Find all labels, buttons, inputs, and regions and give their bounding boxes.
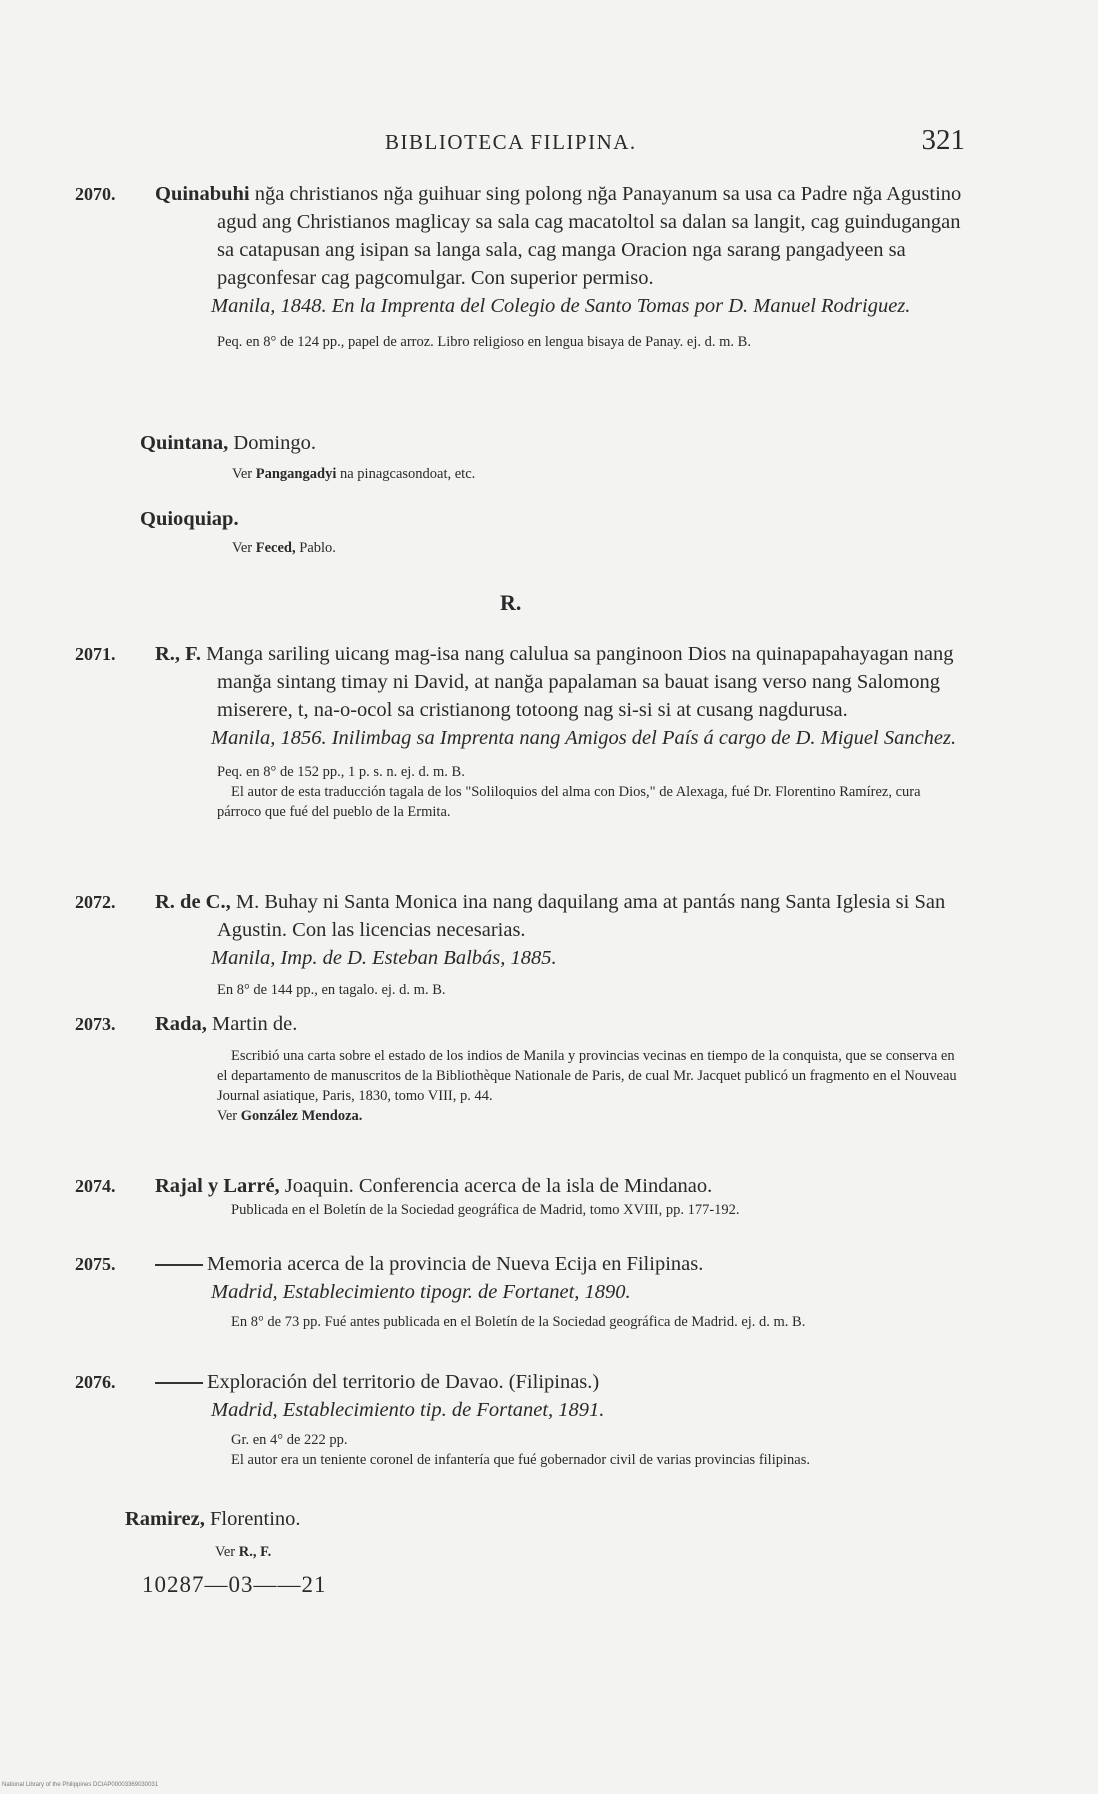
see-target: González Mendoza.	[240, 1108, 363, 1124]
see-label: Ver	[232, 540, 253, 556]
see-label: Ver	[217, 1108, 238, 1124]
entry-imprint: Manila, 1856. Inilimbag sa Imprenta nang Amigos del País á cargo de D. Miguel Sanchez.	[211, 727, 957, 749]
entry-title-text: Joaquin. Conferencia acerca de la isla de Mindanao.	[279, 1175, 713, 1197]
entry-number: 2073.	[75, 1014, 116, 1034]
heading-name-bold: Quintana,	[140, 432, 229, 454]
heading-ramirez	[125, 1508, 301, 1531]
see-target: Pangangadyi	[255, 466, 337, 482]
entry-2073	[75, 1010, 965, 1126]
entry-note: Gr. en 4° de 222 pp.	[231, 1432, 348, 1448]
see-rest: Pablo.	[295, 540, 336, 556]
entry-title	[155, 180, 965, 292]
entry-title	[155, 1172, 965, 1200]
entry-title-text: Martin de.	[206, 1013, 298, 1035]
section-letter: R.	[500, 590, 522, 615]
entry-2070	[75, 180, 965, 352]
entry-title-text: Memoria acerca de la provincia de Nueva Ecija en Filipinas.	[207, 1253, 704, 1275]
entry-title	[207, 1250, 965, 1278]
entry-2075	[75, 1250, 965, 1332]
entry-imprint: Madrid, Establecimiento tip. de Fortanet, 1891.	[211, 1399, 605, 1421]
entry-title-text: Exploración del territorio de Davao. (Filipinas.)	[207, 1371, 600, 1393]
entry-title-bold: Quinabuhi	[155, 183, 250, 205]
entry-title-bold: R. de C.,	[155, 891, 231, 913]
entry-note: El autor era un teniente coronel de infantería que fué gobernador civil de varias provincias filipinas.	[231, 1452, 810, 1468]
see-reference-quintana	[232, 466, 475, 483]
entry-title-bold: R., F.	[155, 643, 201, 665]
entry-number: 2070.	[75, 184, 116, 204]
entry-imprint: Madrid, Establecimiento tipogr. de Fortanet, 1890.	[211, 1281, 631, 1303]
entry-number: 2076.	[75, 1372, 116, 1392]
entry-note: En 8° de 73 pp. Fué antes publicada en el Boletín de la Sociedad geográfica de Madrid. ej. d. m. B.	[231, 1314, 806, 1330]
entry-2076	[75, 1368, 965, 1470]
heading-name-text: Florentino.	[204, 1508, 301, 1530]
entry-title	[155, 888, 965, 944]
see-rest: na pinagcasondoat, etc.	[336, 466, 476, 482]
header-title: BIBLIOTECA FILIPINA.	[385, 130, 637, 154]
heading-quintana	[140, 432, 316, 455]
heading-name-text: Domingo.	[228, 432, 316, 454]
entry-note: El autor de esta traducción tagala de los "Soliloquios del alma con Dios," de Alexaga, fué Dr. Florentino Ramírez, cura párroco que fué del pueblo de la Ermita.	[217, 784, 921, 820]
entry-imprint: Manila, 1848. En la Imprenta del Colegio de Santo Tomas por D. Manuel Rodriguez.	[211, 295, 911, 317]
heading-name-bold: Quioquiap.	[140, 508, 239, 530]
entry-title-text: M. Buhay ni Santa Monica ina nang daquilang ama at pantás nang Santa Iglesia si San Agustin. Con las licencias necesarias.	[217, 891, 946, 941]
entry-2072	[75, 888, 965, 1000]
heading-name-bold: Ramirez,	[125, 1508, 205, 1530]
page-number: 321	[921, 124, 965, 156]
see-target: R., F.	[238, 1544, 272, 1560]
printer-signature: 10287—03——21	[142, 1572, 327, 1597]
entry-title-bold: Rada,	[155, 1013, 207, 1035]
see-label: Ver	[232, 466, 253, 482]
entry-number: 2074.	[75, 1176, 116, 1196]
entry-note: Escribió una carta sobre el estado de los indios de Manila y provincias vecinas en tiempo de la conquista, que se conserva en el departamento de manuscritos de la Bibliothèque Nationale de Paris, de cual Mr. Jacquet publicó un fragmento en el Nouveau Journal asiatique, Paris, 1830, tomo VIII, p. 44.	[217, 1048, 957, 1104]
entry-number: 2072.	[75, 892, 116, 912]
entry-imprint: Manila, Imp. de D. Esteban Balbás, 1885.	[211, 947, 557, 969]
entry-title-text: nğa christianos nğa guihuar sing polong nğa Panayanum sa usa ca Padre nğa Agustino agud ang Christianos maglicay sa sala cag macatoltol sa dalan sa langit, cag guindugangan sa catapusan ang isipan sa langa sala, cag manga Oracion nga sarang pangadyeen sa pagconfesar cag pagcomulgar. Con superior permiso.	[217, 183, 962, 289]
entry-note: En 8° de 144 pp., en tagalo. ej. d. m. B.	[217, 982, 446, 998]
heading-quioquiap	[140, 508, 239, 531]
entry-note: Peq. en 8° de 152 pp., 1 p. s. n. ej. d. m. B.	[217, 764, 465, 780]
scan-footer: National Library of the Philippines DCIAP00003369030031	[2, 1782, 159, 1788]
ditto-rule	[155, 1382, 203, 1384]
entry-number: 2075.	[75, 1254, 116, 1274]
running-header	[385, 124, 965, 156]
entry-title-bold: Rajal y Larré,	[155, 1175, 280, 1197]
ditto-rule	[155, 1264, 203, 1266]
see-reference	[217, 1106, 965, 1126]
see-reference-ramirez	[215, 1544, 271, 1561]
see-reference-quioquiap	[232, 540, 336, 557]
see-target: Feced,	[255, 540, 296, 556]
entry-title	[155, 640, 965, 724]
entry-2071	[75, 640, 965, 822]
entry-title	[207, 1368, 965, 1396]
entry-title	[155, 1010, 965, 1038]
entry-note: Peq. en 8° de 124 pp., papel de arroz. Libro religioso en lengua bisaya de Panay. ej. d. m. B.	[217, 334, 751, 350]
see-label: Ver	[215, 1544, 236, 1560]
entry-note: Publicada en el Boletín de la Sociedad geográfica de Madrid, tomo XVIII, pp. 177-192.	[231, 1202, 740, 1218]
entry-title-text: Manga sariling uicang mag-isa nang calulua sa panginoon Dios na quinapapahayagan nang manğa sintang timay ni David, at nanğa papalaman sa bauat isang verso nang Salomong miserere, t, na-o-ocol sa cristianong totoong nag si-si si at cusang nagdurusa.	[200, 643, 954, 721]
entry-number: 2071.	[75, 644, 116, 664]
entry-2074	[75, 1172, 965, 1220]
